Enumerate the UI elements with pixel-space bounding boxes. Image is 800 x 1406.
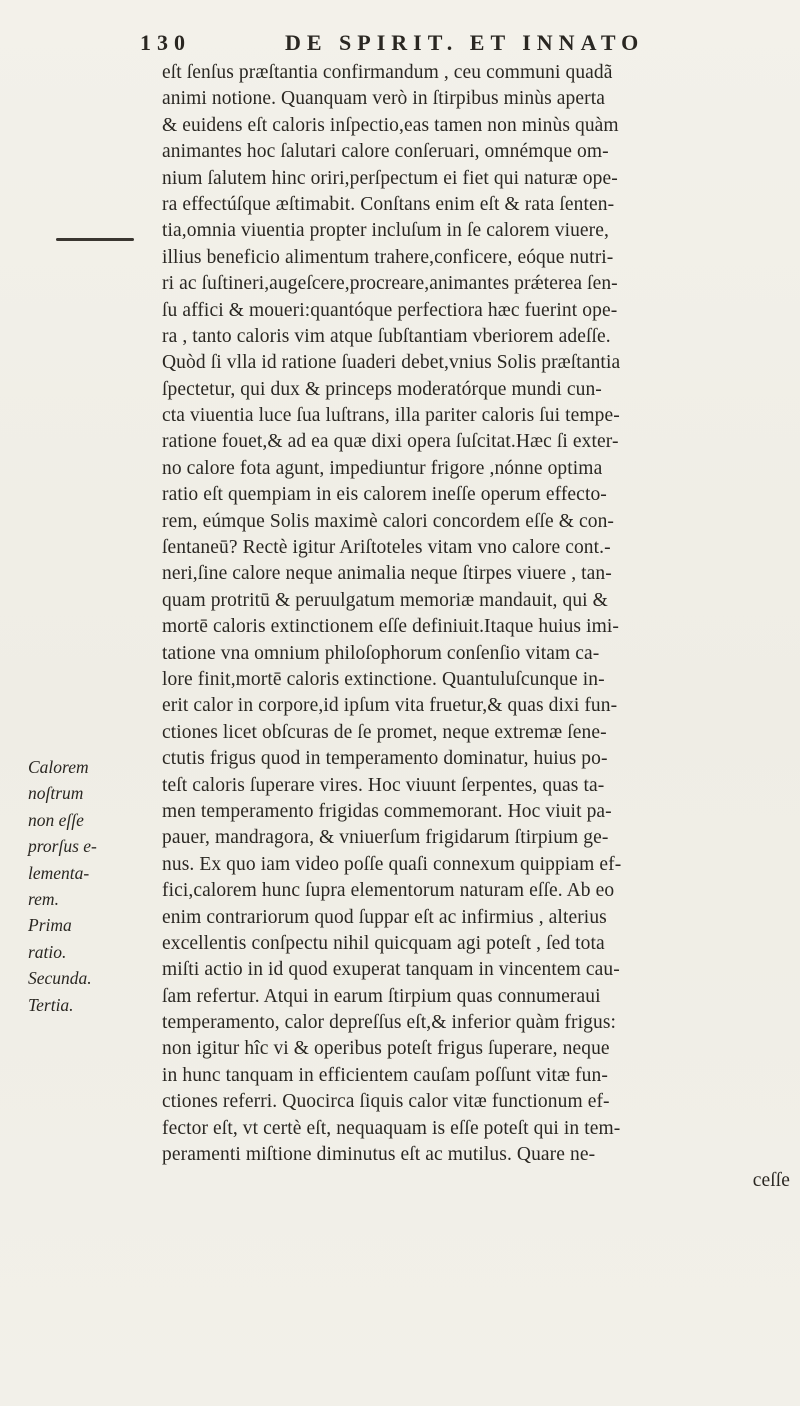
marginal-rule <box>56 238 134 241</box>
page-number: 130 <box>140 30 191 55</box>
text-line: tatione vna omnium philoſophorum conſenſio vitam ca- <box>162 642 600 664</box>
text-line: neri,ſine calore neque animalia neque ſtirpes viuere , tan- <box>162 563 612 585</box>
text-line: animi notione. Quanquam verò in ſtirpibus minùs aperta <box>162 88 605 110</box>
page-header <box>140 30 760 60</box>
catchword: ceſſe <box>752 1170 790 1192</box>
text-line: in hunc tanquam in efficientem cauſam poſſunt vitæ fun- <box>162 1064 608 1086</box>
margin-note: non eſſe <box>28 809 84 830</box>
text-line: animantes hoc ſalutari calore conſeruari, omnémque om- <box>162 141 609 163</box>
text-line: ra effectúſque æſtimabit. Conſtans enim eſt & rata ſenten- <box>162 193 615 215</box>
text-line: cta viuentia luce ſua luſtrans, illa pariter caloris ſui tempe- <box>162 405 620 427</box>
margin-note: Calorem <box>28 757 89 777</box>
margin-note: Secunda. <box>28 968 92 989</box>
margin-note: rem. <box>28 888 59 909</box>
running-title: DE SPIRIT. ET INNATO <box>285 30 645 55</box>
text-line: eſt ſenſus præſtantia confirmandum , ceu communi quadã <box>162 62 613 83</box>
text-line: non igitur hîc vi & operibus poteſt frigus ſuperare, neque <box>162 1038 610 1060</box>
text-line: ratione fouet,& ad ea quæ dixi opera ſuſcitat.Hæc ſi exter- <box>162 431 619 453</box>
text-line: ctutis frigus quod in temperamento dominatur, huius po- <box>162 748 608 770</box>
text-line: lore finit,mortē caloris extinctione. Quantuluſcunque in- <box>162 668 605 690</box>
text-line: enim contrariorum quod ſuppar eſt ac infirmius , alterius <box>162 906 607 928</box>
text-line: nium ſalutem hinc oriri,perſpectum ei fiet qui naturæ ope- <box>162 167 618 189</box>
text-line: teſt caloris ſuperare vires. Hoc viuunt ſerpentes, quas ta- <box>162 774 605 796</box>
text-line: fector eſt, vt certè eſt, nequaquam is eſſe poteſt qui in tem- <box>162 1117 621 1139</box>
text-line: pauer, mandragora, & vniuerſum frigidarum ſtirpium ge- <box>162 827 609 849</box>
text-line: erit calor in corpore,id ipſum vita fruetur,& quas dixi fun- <box>162 695 618 717</box>
text-line: fici,calorem hunc ſupra elementorum naturam eſſe. Ab eo <box>162 880 615 902</box>
margin-note: prorſus e- <box>28 836 97 857</box>
text-line: miſti actio in id quod exuperat tanquam in vincentem cau- <box>162 959 620 981</box>
margin-note: Tertia. <box>28 994 74 1015</box>
margin-note: ratio. <box>28 941 67 962</box>
text-line: illius beneficio alimentum trahere,conficere, eóque nutri- <box>162 246 614 268</box>
main-text-block <box>162 60 790 1195</box>
margin-note: Prima <box>28 915 72 936</box>
text-line: ratio eſt quempiam in eis calorem ineſſe operum effecto- <box>162 484 607 506</box>
text-line: ctiones referri. Quocirca ſiquis calor vitæ functionum ef- <box>162 1091 610 1113</box>
text-line: ra , tanto caloris vim atque ſubſtantiam vberiorem adeſſe. <box>162 325 611 347</box>
text-line: temperamento, calor depreſſus eſt,& inferior quàm frigus: <box>162 1012 617 1034</box>
text-line: ctiones licet obſcuras de ſe promet, neque extremæ ſene- <box>162 721 607 743</box>
text-line: no calore fota agunt, impediuntur frigore ,nónne optima <box>162 457 603 479</box>
text-line: & euidens eſt caloris inſpectio,eas tamen non minùs quàm <box>162 114 619 136</box>
text-line: peramenti miſtione diminutus eſt ac mutilus. Quare ne- <box>162 1144 596 1166</box>
text-line: excellentis conſpectu nihil quicquam agi poteſt , ſed tota <box>162 932 605 954</box>
text-line: ſu affici & moueri:quantóque perfectiora hæc fuerint ope- <box>162 299 618 321</box>
text-line: mortē caloris extinctionem eſſe definiuit.Itaque huius imi- <box>162 616 619 638</box>
text-line: rem, eúmque Solis maximè calori concordem eſſe & con- <box>162 510 615 532</box>
text-line: ſam refertur. Atqui in earum ſtirpium quas connumeraui <box>162 985 601 1007</box>
margin-note: lementa- <box>28 862 90 883</box>
text-line: Quòd ſi vlla id ratione ſuaderi debet,vnius Solis præſtantia <box>162 352 621 374</box>
marginal-notes <box>28 754 153 1018</box>
text-line: nus. Ex quo iam video poſſe quaſi connexum quippiam ef- <box>162 853 622 875</box>
text-line: ſentaneū? Rectè igitur Ariſtoteles vitam vno calore cont.- <box>162 537 611 559</box>
text-line: ri ac ſuſtineri,augeſcere,procreare,animantes prǽterea ſen- <box>162 273 618 295</box>
text-line: quam protritū & peruulgatum memoriæ mandauit, qui & <box>162 589 608 611</box>
text-line: ſpectetur, qui dux & princeps moderatórque mundi cun- <box>162 378 602 400</box>
text-line: men temperamento frigidas commemorant. Hoc viuit pa- <box>162 800 612 822</box>
text-line: tia,omnia viuentia propter incluſum in ſe calorem viuere, <box>162 220 610 242</box>
margin-note: noſtrum <box>28 783 84 804</box>
